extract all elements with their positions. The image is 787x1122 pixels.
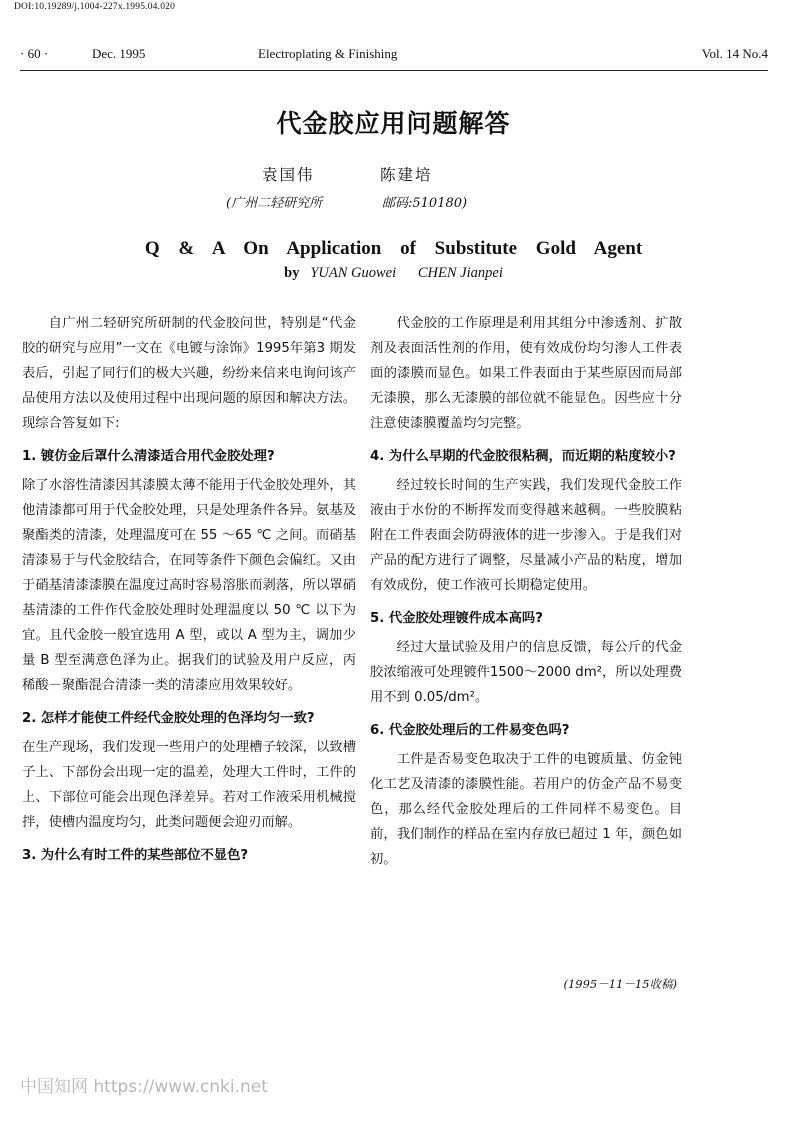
author-1: 袁国伟 [262, 166, 315, 184]
byline-author-1: YUAN Guowei [310, 265, 397, 281]
intro-paragraph: 自广州二轻研究所研制的代金胶问世，特别是“代金胶的研究与应用”一文在《电镀与涂饰》1995年第3 期发表后，引起了同行们的极大兴趣，纷纷来信来电询问该产品使用方法以及使用过程中出现问题的原因和解决方法。现综合答复如下: [22, 316, 356, 431]
left-column [22, 311, 356, 868]
byline-author-2: CHEN Jianpei [417, 265, 503, 281]
journal-name: Electroplating & Finishing [258, 46, 398, 61]
answer-4: 经过较长时间的生产实践，我们发现代金胶工作液由于水份的不断挥发而变得越来越稠。一些胶膜粘附在工件表面会防碍液体的进一步渗入。于是我们对产品的配方进行了调整，尽量减小产品的粘度，增加有效成份，使工作液可长期稳定使用。 [370, 478, 682, 593]
question-3: 3. 为什么有时工件的某些部位不显色? [22, 848, 249, 863]
doi-line: DOI:10.19289/j.1004-227x.1995.04.020 [14, 2, 176, 12]
answer-3: 代金胶的工作原理是利用其组分中渗透剂、扩散剂及表面活性剂的作用，使有效成份均匀渗人工件表面的漆膜而显色。如果工件表面由于某些原因而局部无漆膜，那么无漆膜的部位就不能显色。因些应十分注意使漆膜覆盖均匀完整。 [370, 316, 682, 431]
question-5: 5. 代金胶处理镀件成本高吗? [370, 611, 543, 626]
byline-by: by [284, 265, 300, 281]
question-1: 1. 镀仿金后罩什么清漆适合用代金胶处理? [22, 449, 275, 464]
issue-date: Dec. 1995 [92, 46, 146, 61]
english-byline [0, 265, 787, 282]
answer-6: 工件是否易变色取决于工件的电镀质量、仿金钝化工艺及清漆的漆膜性能。若用户的仿金产品不易变色，那么经代金胶处理后的工件同样不易变色。目前，我们制作的样品在室内存放已超过 1 年，颜色如初。 [370, 752, 682, 867]
english-title: Q & A On Application of Substitute Gold Agent [144, 238, 643, 259]
volume-number: Vol. 14 No.4 [701, 46, 768, 61]
header-rule [20, 70, 768, 71]
right-column [370, 311, 682, 872]
question-2: 2. 怎样才能使工件经代金胶处理的色泽均匀一致? [22, 711, 315, 726]
answer-1: 除了水溶性清漆因其漆膜太薄不能用于代金胶处理外，其他清漆都可用于代金胶处理，只是处理条件各异。氨基及聚酯类的清漆，处理温度可在 55 ～65 ℃ 之间。而硝基清漆易于与代金胶结合，在同等条件下颜色会偏红。又由于硝基清漆漆膜在温度过高时容易溶胀而剥落，所以罩硝基清漆的工件作代金胶处理时处理温度以 50 ℃ 以下为宜。且代金胶一般宜选用 A 型，或以 A 型为主，调加少量 B 型至满意色泽为止。据我们的试验及用户反应，丙稀酸－聚酯混合清漆一类的清漆应用效果较好。 [22, 478, 356, 693]
running-header [20, 46, 768, 70]
question-6: 6. 代金胶处理后的工件易变色吗? [370, 723, 570, 738]
answer-5: 经过大量试验及用户的信息反馈，每公斤的代金胶浓缩液可处理镀件1500～2000 dm²，所以处理费用不到 0.05/dm²。 [370, 640, 682, 705]
article-title: 代金胶应用问题解答 [276, 109, 511, 138]
page-number: · 60 · [20, 46, 49, 61]
received-date: (1995－11－15收稿) [563, 977, 677, 991]
cnki-watermark: 中国知网 https://www.cnki.net [20, 1077, 268, 1097]
answer-2: 在生产现场，我们发现一些用户的处理槽子较深，以致槽子上、下部份会出现一定的温差，处理大工件时，工件的上、下部位可能会出现色泽差异。若对工作液采用机械搅拌，使槽内温度均匀，此类问题便会迎刃而解。 [22, 740, 356, 830]
question-4: 4. 为什么早期的代金胶很粘稠，而近期的粘度较小? [370, 449, 676, 464]
affiliation: (广州二轻研究所 [226, 196, 323, 211]
author-2: 陈建培 [380, 166, 433, 184]
postcode: 邮码:510180) [382, 196, 468, 211]
